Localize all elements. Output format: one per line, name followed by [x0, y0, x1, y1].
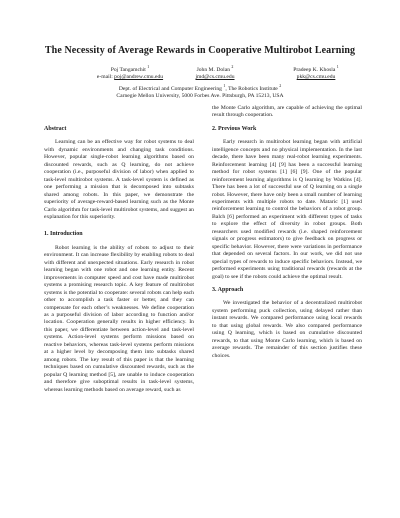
right-column — [212, 105, 362, 366]
affiliation-block — [0, 83, 400, 100]
affiliation-2-sup: 2 — [279, 83, 282, 89]
author-name: Pradeep K. Khosla — [293, 67, 336, 73]
paper-title: The Necessity of Average Rewards in Cooperative Multirobot Learning — [44, 45, 356, 56]
affiliation-separator: , — [225, 86, 229, 92]
author-email-link[interactable]: pkk@cs.cmu.edu — [296, 74, 336, 81]
intro-heading: 1. Introduction — [44, 231, 83, 238]
abstract-heading: Abstract — [44, 126, 67, 132]
author-name: John M. Dolan — [196, 67, 230, 73]
intro-continuation: the Monte Carlo algorithm, are capable of achieving the optimal result through cooperation. — [212, 105, 362, 119]
author-2 — [175, 64, 255, 81]
author-sup: 2 — [231, 64, 234, 70]
affiliation-3: Carnegie Mellon University, 5000 Forbes Ave. Pittsburgh, PA 15213, USA — [116, 93, 284, 100]
email-label: e-mail: — [96, 74, 113, 81]
left-column — [44, 126, 194, 400]
author-3 — [266, 64, 366, 81]
author-sup: 1 — [336, 64, 339, 70]
affiliation-2: The Robotics Institute — [228, 86, 278, 92]
author-email-link[interactable]: poj@andrew.cmu.edu — [114, 74, 164, 81]
author-1 — [80, 64, 180, 81]
affiliation-1: Dept. of Electrical and Computer Engineering — [118, 86, 222, 92]
previous-work-heading: 2. Previous Work — [212, 125, 257, 132]
affiliation-1-sup: 1 — [223, 83, 226, 89]
author-name: Poj Tangamchit — [110, 67, 146, 73]
approach-heading: 3. Approach — [212, 286, 244, 293]
author-email-link[interactable]: jmd@cs.cmu.edu — [195, 74, 235, 81]
author-sup: 1 — [147, 64, 150, 70]
abstract-text: Learning can be an effective way for robot systems to deal with dynamic environments and changing task conditions. However, popular single-robot learning algorithms based on discounted rewards, such as Q learning, do not achieve cooperation (i.e., purposeful division of labor) when applied to task-level multirobot systems. A task-level system is defined as one performing a mission that is decomposed into subtasks shared among robots. In this paper, we demonstrate the superiority of average-reward-based learning such as the Monte Carlo algorithm for task-level multirobot systems, and suggest an explanation for this superiority. — [44, 139, 194, 220]
approach-text: We investigated the behavior of a decentralized multirobot system performing puck collection, using delayed rather than instant rewards. We compared performance using local rewards to that using global rewards. We also compared performance using Q learning, which is based on cumulative discounted rewards, to that using Monte Carlo learning, which is based on average rewards. The remainder of this section justifies these choices. — [212, 300, 362, 359]
intro-text: Robot learning is the ability of robots to adjust to their environment. It can increase flexibility by enabling robots to deal with different and unexpected situations. Early research in robot learning began with one robot and one learning entity. Recent improvements in computer speed and cost have made multirobot systems a promising research topic. A key feature of multirobot systems is the potential to cooperate: several robots can help each other to accomplish a task faster or better, and they can compensate for each other’s weaknesses. We define cooperation as a purposeful division of labor according to function and/or location. Cooperation generally results in higher efficiency. In this paper, we differentiate between action-level and task-level systems. Action-level systems perform missions based on reactive behaviors, whereas task-level systems perform missions at a higher level by decomposing them into subtasks shared among robots. The key result of this paper is that the learning techniques based on cumulative discounted rewards, such as the popular Q learning method [5], are unable to induce cooperation and therefore give suboptimal results in task-level systems, whereas learning methods based on average reward, such as — [44, 244, 194, 393]
previous-work-text: Early research in multirobot learning began with artificial intelligence concepts and no physical implementation. In the last decade, there have been many real-robot learning experiments. Reinforcement learning [4] [9] has been a successful learning method for robot systems [1] [6] [9]. One of the popular reinforcement learning algorithms is Q learning by Watkins [4]. There has been a lot of successful use of Q learning on a single robot. However, there have only been a small number of learning experiments with multiple robots to date. Mataric [1] used reinforcement learning to control the behaviors of a robot group. Balch [6] performed an experiment with different types of tasks to explore the effect of diversity in robot groups. Both researchers used modified rewards (i.e. shaped reinforcement signals or progress estimators) to give feedback on progress or specific behavior. However, there were variations in performance that depended on several factors. In our work, we did not use special types of rewards to induce specific behaviors. Instead, we performed experiments using traditional rewards (rewards at the goal) to see if the robots could achieve the optimal result. — [212, 139, 362, 280]
